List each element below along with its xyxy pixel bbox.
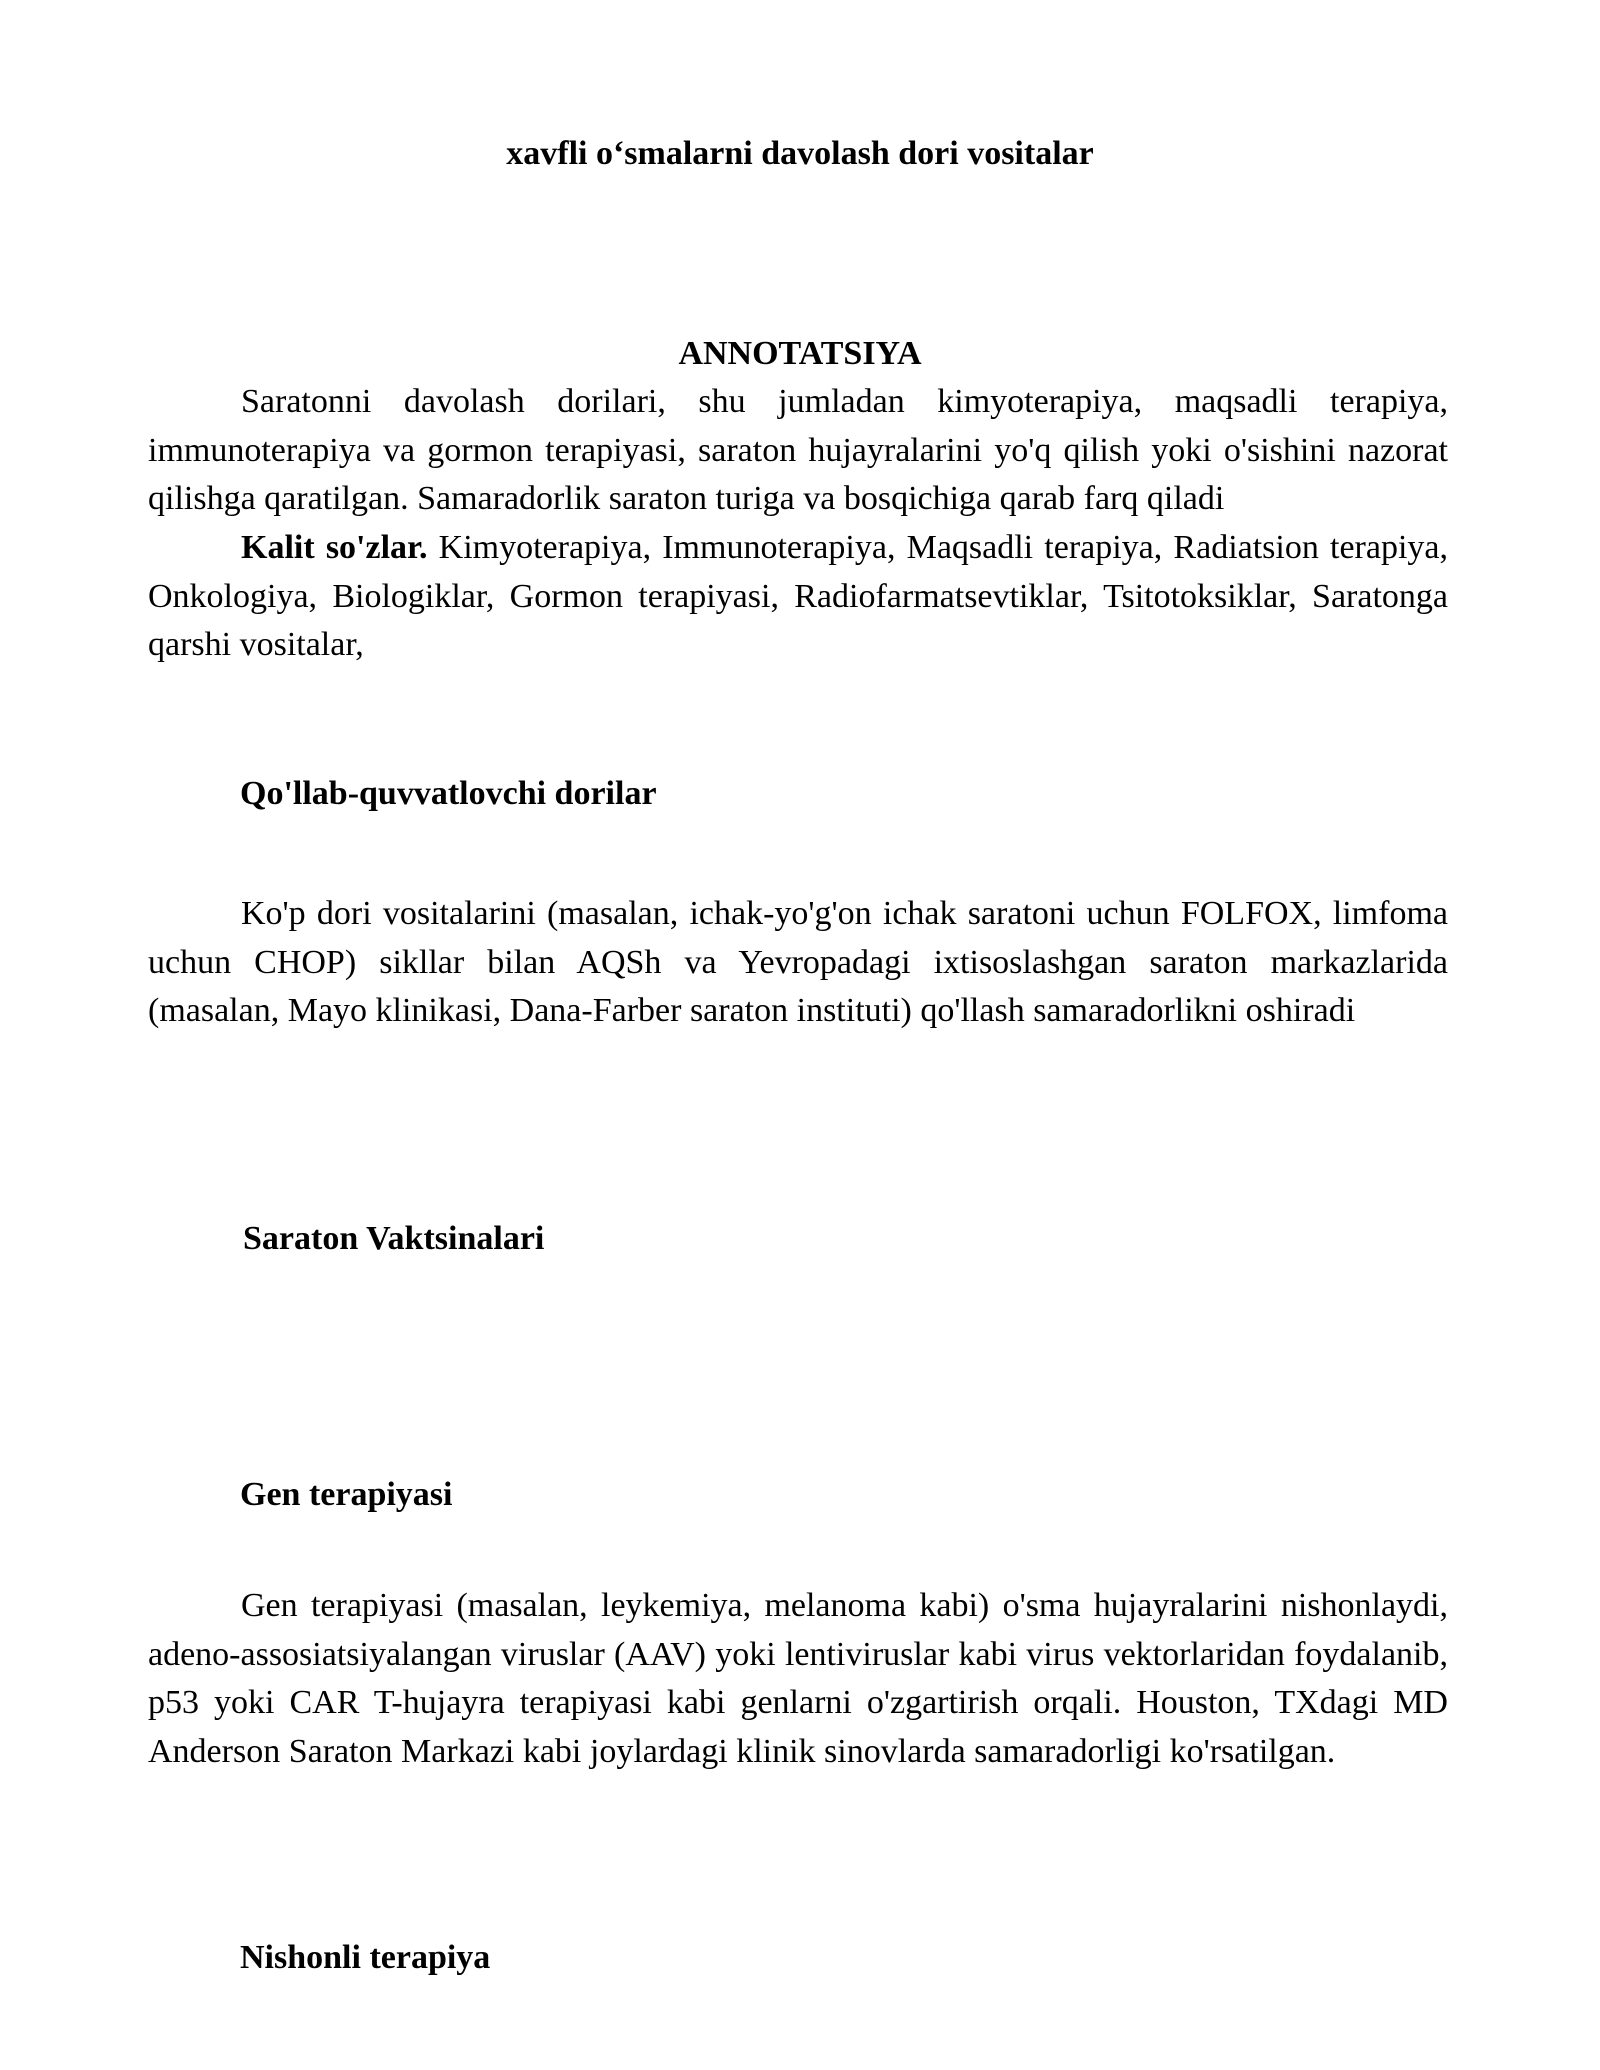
gene-therapy-paragraph: Gen terapiyasi (masalan, leykemiya, melanoma kabi) o'sma hujayralarini nishonlaydi, adeno-assosiatsiyalangan viruslar (AAV) yoki lentiviruslar kabi virus vektorlaridan foydalanib, p53 yoki CAR T-hujayra terapiyasi kabi genlarni o'zgartirish orqali. Houston, TXdagi MD Anderson Saraton Markazi kabi joylardagi klinik sinovlarda samaradorligi ko'rsatilgan. (148, 1587, 1448, 1770)
keywords-paragraph (148, 524, 1448, 670)
section-heading-cancer-vaccines: Saraton Vaktsinalari (243, 1220, 545, 1257)
document-title: xavfli o‘smalarni davolash dori vositalar (506, 135, 1094, 172)
supportive-drugs-paragraph: Ko'p dori vositalarini (masalan, ichak-yo'g'on ichak saratoni uchun FOLFOX, limfoma uchun CHOP) sikllar bilan AQSh va Yevropadagi ixtisoslashgan saraton markazlarida (masalan, Mayo klinikasi, Dana-Farber saraton instituti) qo'llash samaradorlikni oshiradi (148, 895, 1448, 1029)
section-heading-supportive-drugs: Qo'llab-quvvatlovchi dorilar (240, 775, 657, 812)
keywords-text: Kimyoterapiya, Immunoterapiya, Maqsadli terapiya, Radiatsion terapiya, Onkologiya, Biologiklar, Gormon terapiyasi, Radiofarmatsevtiklar, Tsitotoksiklar, Saratonga qarshi vositalar, (148, 529, 1448, 663)
annotation-paragraph: Saratonni davolash dorilari, shu jumladan kimyoterapiya, maqsadli terapiya, immunoterapiya va gormon terapiyasi, saraton hujayralarini yo'q qilish yoki o'sishini nazorat qilishga qaratilgan. Samaradorlik saraton turiga va bosqichiga qarab farq qiladi (148, 383, 1448, 517)
annotation-heading: ANNOTATSIYA (678, 335, 922, 372)
keywords-label: Kalit so'zlar. (241, 529, 428, 566)
section-heading-targeted-therapy: Nishonli terapiya (240, 1939, 491, 1976)
section-heading-gene-therapy: Gen terapiyasi (240, 1476, 453, 1513)
